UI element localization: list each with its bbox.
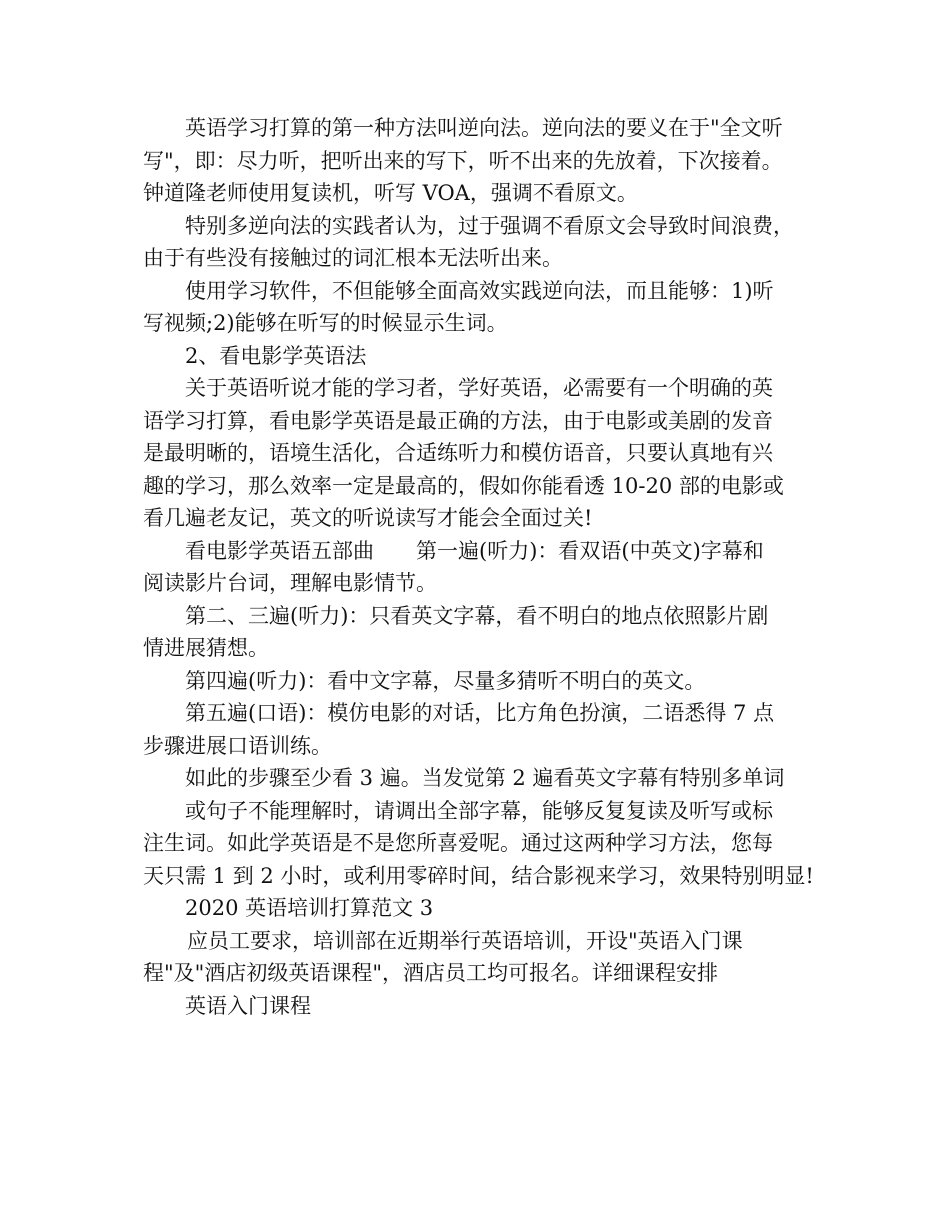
- text-line-10: 语学习打算，看电影学英语是最正确的方法，由于电影或美剧的发音: [143, 408, 773, 433]
- text-line-2: 写"，即：尽力听，把听出来的写下，听不出来的先放着，下次接着。: [143, 148, 783, 173]
- text-line-16: 第二、三遍(听力)：只看英文字幕，看不明白的地点依照影片剧: [185, 603, 769, 628]
- text-line-26: 应员工要求，培训部在近期举行英语培训，开设"英语入门课: [187, 928, 743, 953]
- text-line-3: 钟道隆老师使用复读机，听写 VOA，强调不看原文。: [143, 181, 638, 205]
- text-line-27: 程"及"酒店初级英语课程"，酒店员工均可报名。详细课程安排: [143, 961, 718, 985]
- section-heading-plan-3: 2020 英语培训打算范文 3: [185, 896, 434, 920]
- section-heading-2: 2、看电影学英语法: [185, 343, 367, 368]
- text-line-24: 天只需 1 到 2 小时，或利用零碎时间，结合影视来学习，效果特别明显!: [143, 863, 814, 888]
- text-line-4: 特别多逆向法的实践者认为，过于强调不看原文会导致时间浪费，: [185, 213, 794, 238]
- course-heading: 英语入门课程: [185, 993, 311, 1018]
- document-body: [143, 112, 833, 1022]
- text-line-23: 注生词。如此学英语是不是您所喜爱呢。通过这两种学习方法，您每: [143, 831, 773, 855]
- text-line-22: 或句子不能理解时，请调出全部字幕，能够反复复读及听写或标: [185, 798, 773, 823]
- text-line-14: 看电影学英语五部曲 第一遍(听力)：看双语(中英文)字幕和: [185, 538, 764, 563]
- text-line-13: 看几遍老友记，英文的听说读写才能会全面过关!: [143, 506, 593, 530]
- text-line-21: 如此的步骤至少看 3 遍。当发觉第 2 遍看英文字幕有特别多单词: [185, 766, 785, 790]
- text-line-7: 写视频;2)能够在听写的时候显示生词。: [143, 311, 508, 335]
- text-line-12: 趣的学习，那么效率一定是最高的，假如你能看透 10-20 部的电影或: [143, 473, 784, 498]
- text-line-15: 阅读影片台词，理解电影情节。: [143, 571, 437, 595]
- text-line-5: 由于有些没有接触过的词汇根本无法听出来。: [143, 246, 563, 270]
- text-line-1: 英语学习打算的第一种方法叫逆向法。逆向法的要义在于"全文听: [185, 116, 783, 140]
- text-line-19: 第五遍(口语)：模仿电影的对话，比方角色扮演，二语悉得 7 点: [185, 701, 775, 725]
- text-line-6: 使用学习软件，不但能够全面高效实践逆向法，而且能够：1)听: [185, 278, 774, 303]
- text-line-18: 第四遍(听力)：看中文字幕，尽量多猜听不明白的英文。: [185, 668, 706, 693]
- text-line-17: 情进展猜想。: [143, 636, 269, 660]
- text-line-11: 是最明晰的，语境生活化，合适练听力和模仿语音，只要认真地有兴: [143, 441, 773, 465]
- text-line-20: 步骤进展口语训练。: [143, 733, 332, 758]
- text-line-9: 关于英语听说才能的学习者，学好英语，必需要有一个明确的英: [185, 376, 773, 400]
